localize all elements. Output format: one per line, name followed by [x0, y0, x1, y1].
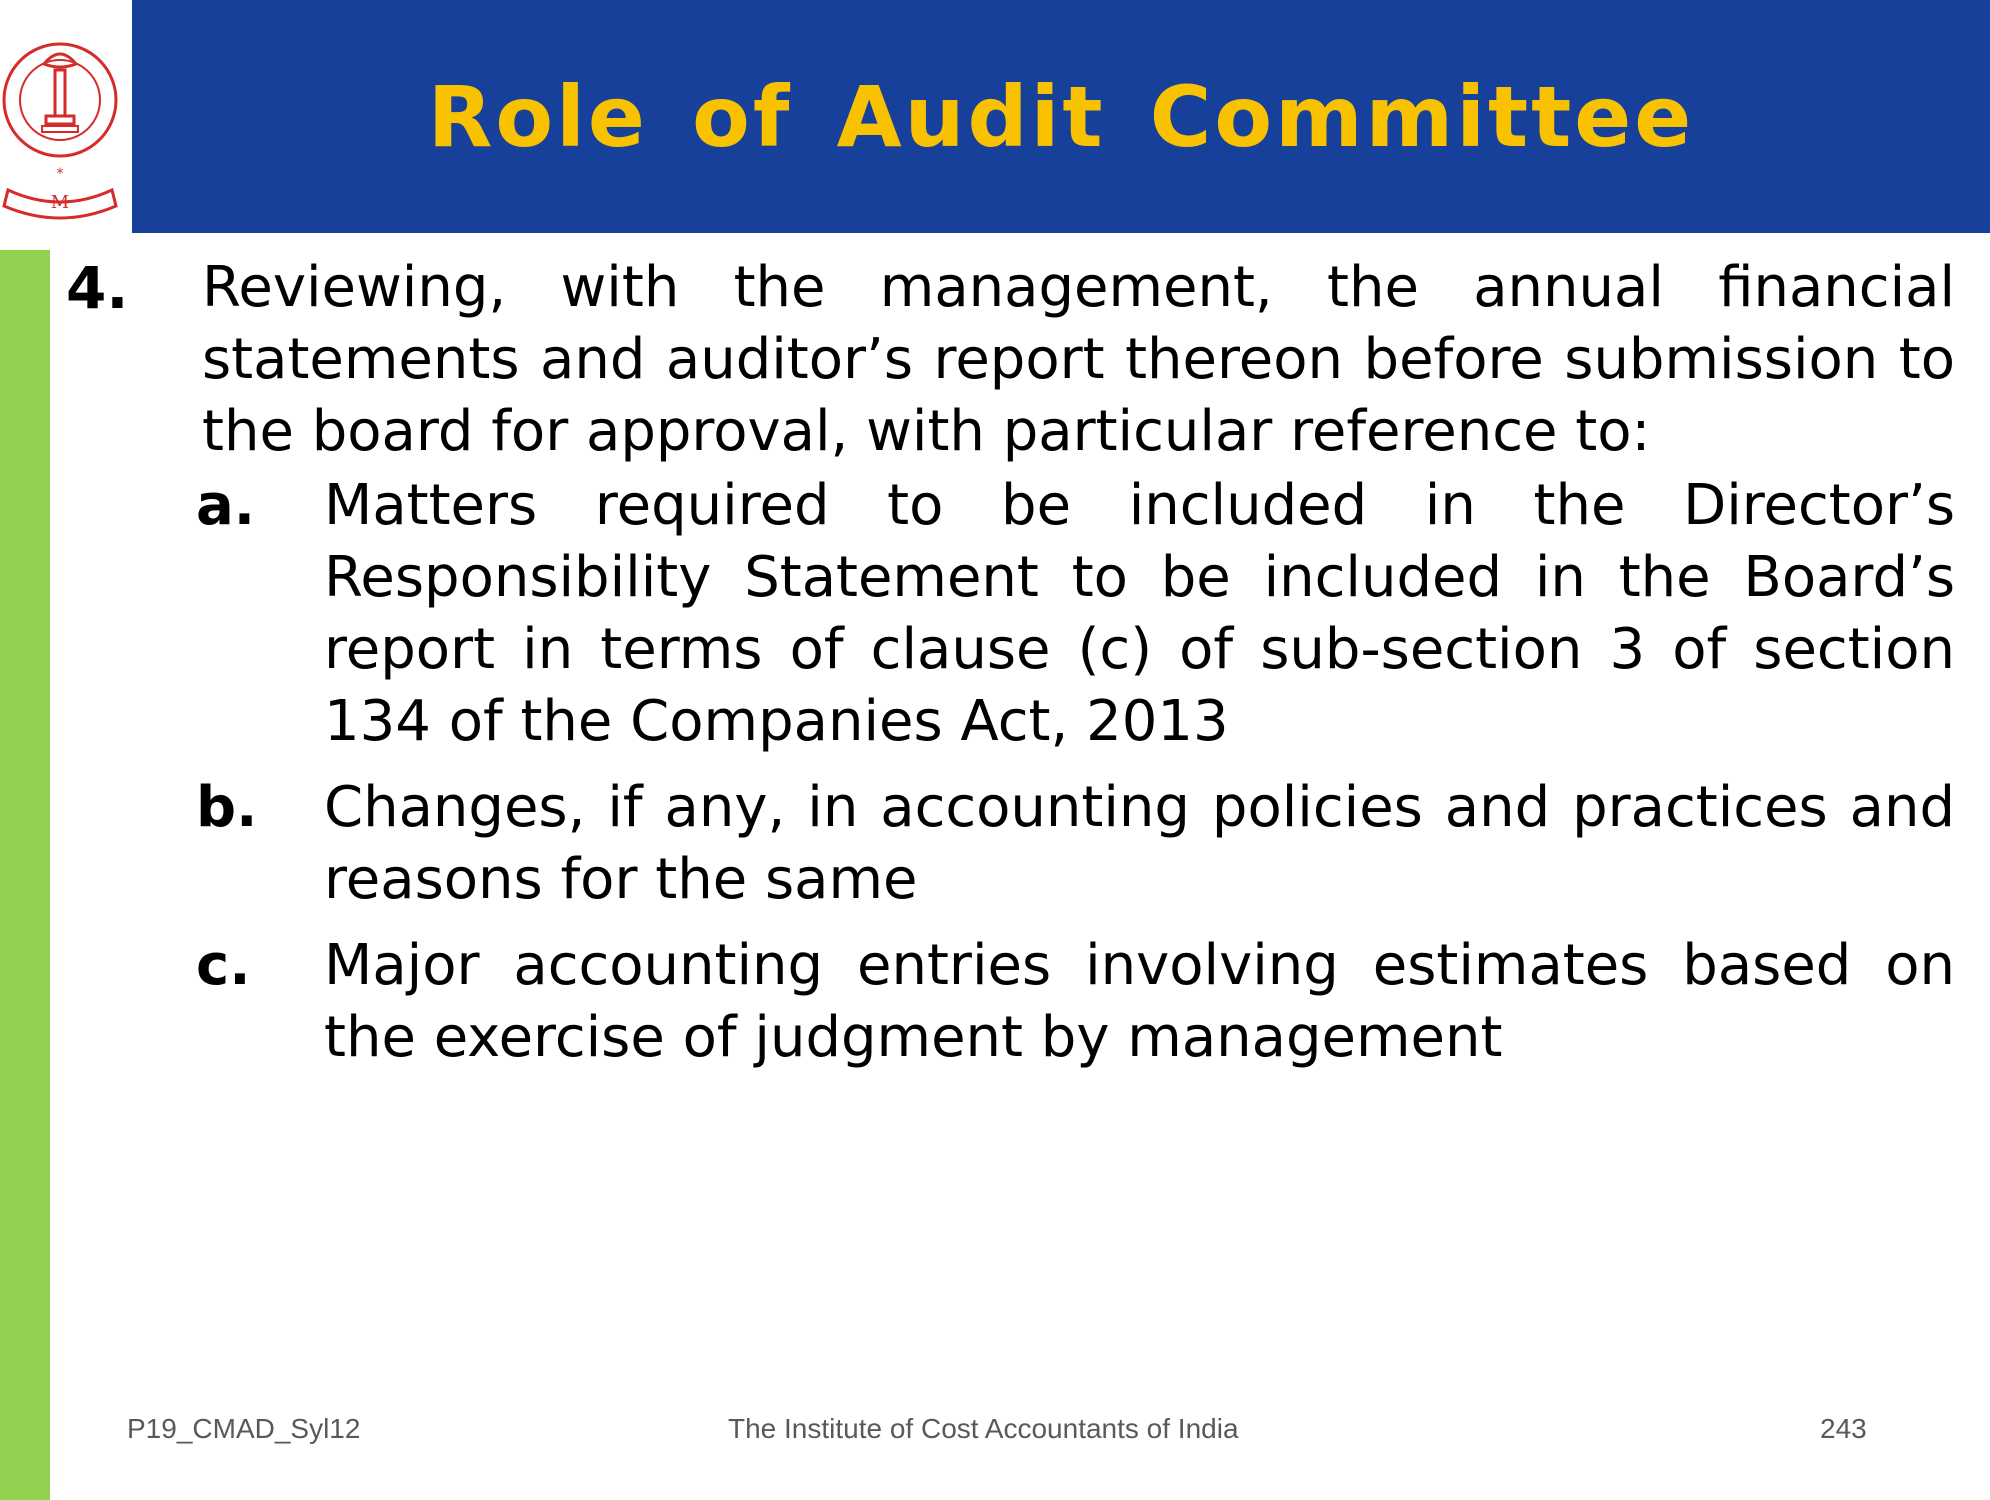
sub-item-text: Matters required to be included in the Director’s Responsibility Statement to be included in the Board’s report in terms of clause (c) of sub-section 3 of section 134 of the Companies Act, 2013 — [324, 473, 1955, 754]
title-bar — [132, 0, 1990, 233]
item-text: Reviewing, with the management, the annual financial statements and auditor’s report thereon before submission to the board for approval, with particular reference to: — [202, 255, 1955, 464]
sub-item-b — [196, 772, 1955, 916]
sub-item-label: b. — [196, 775, 258, 840]
sub-item-text: Changes, if any, in accounting policies and practices and reasons for the same — [324, 775, 1955, 912]
institute-seal-icon — [0, 0, 132, 233]
sub-item-text: Major accounting entries involving estimates based on the exercise of judgment by management — [324, 933, 1955, 1070]
sub-item-c — [196, 930, 1955, 1074]
institute-logo — [0, 0, 132, 233]
sub-item-label: c. — [196, 933, 251, 998]
footer-course-code: P19_CMAD_Syl12 — [127, 1413, 361, 1444]
footer-institute-name: The Institute of Cost Accountants of India — [728, 1413, 1239, 1444]
slide-title: Role of Audit Committee — [427, 67, 1695, 166]
sub-item-a — [196, 470, 1955, 758]
item-number: 4. — [66, 254, 129, 322]
list-item-4 — [60, 252, 1955, 468]
footer-page-number: 243 — [1820, 1413, 1867, 1444]
sub-item-label: a. — [196, 473, 256, 538]
slide-content — [60, 252, 1955, 1074]
sub-list — [196, 470, 1955, 1074]
side-accent-strip — [0, 250, 50, 1500]
svg-text:*: * — [56, 166, 64, 182]
svg-text:M: M — [50, 192, 70, 213]
